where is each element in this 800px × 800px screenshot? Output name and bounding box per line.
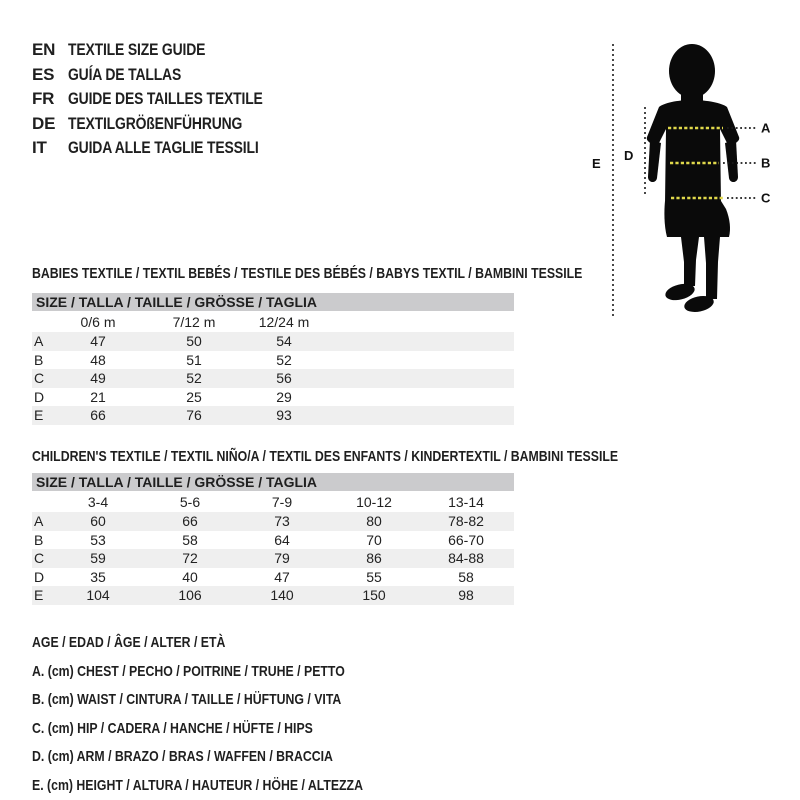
column-header: 5-6 bbox=[179, 493, 201, 510]
table-cell: 98 bbox=[458, 587, 474, 604]
babies-section-heading: BABIES TEXTILE / TEXTIL BEBÉS / TESTILE DES BÉBÉS / BABYS TEXTIL / BAMBINI TESSILE bbox=[32, 265, 583, 282]
column-header: 13-14 bbox=[448, 493, 484, 510]
column-header-row bbox=[32, 491, 514, 512]
row-label: A bbox=[34, 333, 44, 350]
row-label: E bbox=[34, 407, 44, 424]
language-title: GUIDE DES TAILLES TEXTILE bbox=[68, 89, 263, 109]
table-row bbox=[32, 369, 514, 388]
table-cell: 47 bbox=[90, 333, 106, 350]
table-cell: 47 bbox=[274, 568, 290, 585]
column-header: 7/12 m bbox=[172, 313, 216, 330]
column-header: 12/24 m bbox=[258, 313, 310, 330]
legend-arm: D. (cm) ARM / BRAZO / BRAS / WAFFEN / BRACCIA bbox=[32, 748, 333, 765]
table-cell: 72 bbox=[182, 550, 198, 567]
table-cell: 70 bbox=[366, 531, 382, 548]
language-row-it bbox=[32, 136, 305, 161]
legend-waist: B. (cm) WAIST / CINTURA / TAILLE / HÜFTUNG / VITA bbox=[32, 691, 342, 708]
table-row bbox=[32, 549, 514, 568]
column-header: 0/6 m bbox=[80, 313, 116, 330]
language-title: TEXTILE SIZE GUIDE bbox=[68, 40, 206, 60]
table-cell: 140 bbox=[270, 587, 294, 604]
label-waist-b: B bbox=[761, 155, 771, 171]
table-row bbox=[32, 332, 514, 351]
language-list bbox=[32, 38, 305, 161]
table-cell: 40 bbox=[182, 568, 198, 585]
language-code: EN bbox=[32, 40, 56, 60]
table-cell: 53 bbox=[90, 531, 106, 548]
table-cell: 73 bbox=[274, 513, 290, 530]
table-row bbox=[32, 351, 514, 370]
language-code: FR bbox=[32, 89, 55, 109]
size-header-bar: SIZE / TALLA / TAILLE / GRÖSSE / TAGLIA bbox=[32, 293, 514, 311]
child-silhouette-diagram bbox=[580, 30, 800, 330]
legend-height: E. (cm) HEIGHT / ALTURA / HAUTEUR / HÖHE / ALTEZZA bbox=[32, 776, 363, 794]
language-title: GUIDA ALLE TAGLIE TESSILI bbox=[68, 138, 259, 158]
table-cell: 76 bbox=[186, 407, 202, 424]
table-cell: 58 bbox=[458, 568, 474, 585]
table-cell: 66-70 bbox=[448, 531, 484, 548]
label-height-e: E bbox=[592, 156, 601, 171]
label-hip-c: C bbox=[761, 190, 771, 206]
language-code: ES bbox=[32, 64, 55, 84]
row-label: B bbox=[34, 531, 44, 548]
table-cell: 104 bbox=[86, 587, 110, 604]
row-label: C bbox=[34, 370, 45, 387]
row-label: C bbox=[34, 550, 45, 567]
table-row bbox=[32, 531, 514, 550]
table-cell: 50 bbox=[186, 333, 202, 350]
table-cell: 58 bbox=[182, 531, 198, 548]
legend-chest: A. (cm) CHEST / PECHO / POITRINE / TRUHE / PETTO bbox=[32, 662, 345, 680]
measurement-legend bbox=[32, 629, 436, 800]
column-header: 3-4 bbox=[87, 493, 109, 510]
table-cell: 21 bbox=[90, 388, 106, 405]
children-size-table bbox=[32, 473, 514, 605]
table-cell: 29 bbox=[276, 388, 292, 405]
table-row bbox=[32, 512, 514, 531]
row-label: B bbox=[34, 351, 44, 368]
table-cell: 64 bbox=[274, 531, 290, 548]
language-code: IT bbox=[32, 138, 47, 158]
table-cell: 60 bbox=[90, 513, 106, 530]
language-row-en bbox=[32, 38, 305, 63]
table-cell: 48 bbox=[90, 351, 106, 368]
table-cell: 59 bbox=[90, 550, 106, 567]
table-cell: 54 bbox=[276, 333, 292, 350]
table-cell: 84-88 bbox=[448, 550, 484, 567]
table-cell: 80 bbox=[366, 513, 382, 530]
column-header-row bbox=[32, 311, 514, 332]
row-label: D bbox=[34, 388, 45, 405]
table-row bbox=[32, 388, 514, 407]
table-cell: 106 bbox=[178, 587, 202, 604]
table-cell: 66 bbox=[182, 513, 198, 530]
language-code: DE bbox=[32, 113, 56, 133]
table-row bbox=[32, 568, 514, 587]
row-label: D bbox=[34, 568, 45, 585]
measurement-figure bbox=[580, 30, 800, 330]
table-cell: 35 bbox=[90, 568, 106, 585]
table-cell: 51 bbox=[186, 351, 202, 368]
column-header: 7-9 bbox=[271, 493, 293, 510]
table-cell: 52 bbox=[276, 351, 292, 368]
table-cell: 56 bbox=[276, 370, 292, 387]
table-cell: 66 bbox=[90, 407, 106, 424]
table-cell: 25 bbox=[186, 388, 202, 405]
table-cell: 52 bbox=[186, 370, 202, 387]
language-title: TEXTILGRÖßENFÜHRUNG bbox=[68, 113, 243, 133]
label-chest-a: A bbox=[761, 120, 771, 136]
table-cell: 86 bbox=[366, 550, 382, 567]
table-row bbox=[32, 406, 514, 425]
table-cell: 93 bbox=[276, 407, 292, 424]
language-row-de bbox=[32, 112, 305, 137]
column-header: 10-12 bbox=[356, 493, 392, 510]
table-cell: 79 bbox=[274, 550, 290, 567]
babies-size-table bbox=[32, 293, 514, 425]
language-row-fr bbox=[32, 87, 305, 112]
children-section-heading: CHILDREN'S TEXTILE / TEXTIL NIÑO/A / TEXTIL DES ENFANTS / KINDERTEXTIL / BAMBINI TESSILE bbox=[32, 448, 619, 465]
table-cell: 49 bbox=[90, 370, 106, 387]
row-label: E bbox=[34, 587, 44, 604]
language-title: GUÍA DE TALLAS bbox=[68, 64, 182, 84]
size-header-bar: SIZE / TALLA / TAILLE / GRÖSSE / TAGLIA bbox=[32, 473, 514, 491]
legend-age: AGE / EDAD / ÂGE / ALTER / ETÀ bbox=[32, 634, 226, 651]
table-cell: 55 bbox=[366, 568, 382, 585]
table-row bbox=[32, 586, 514, 605]
legend-hip: C. (cm) HIP / CADERA / HANCHE / HÜFTE / HIPS bbox=[32, 719, 313, 737]
row-label: A bbox=[34, 513, 44, 530]
label-arm-d: D bbox=[624, 148, 634, 163]
table-cell: 78-82 bbox=[448, 513, 484, 530]
language-row-es bbox=[32, 63, 305, 88]
table-cell: 150 bbox=[362, 587, 386, 604]
